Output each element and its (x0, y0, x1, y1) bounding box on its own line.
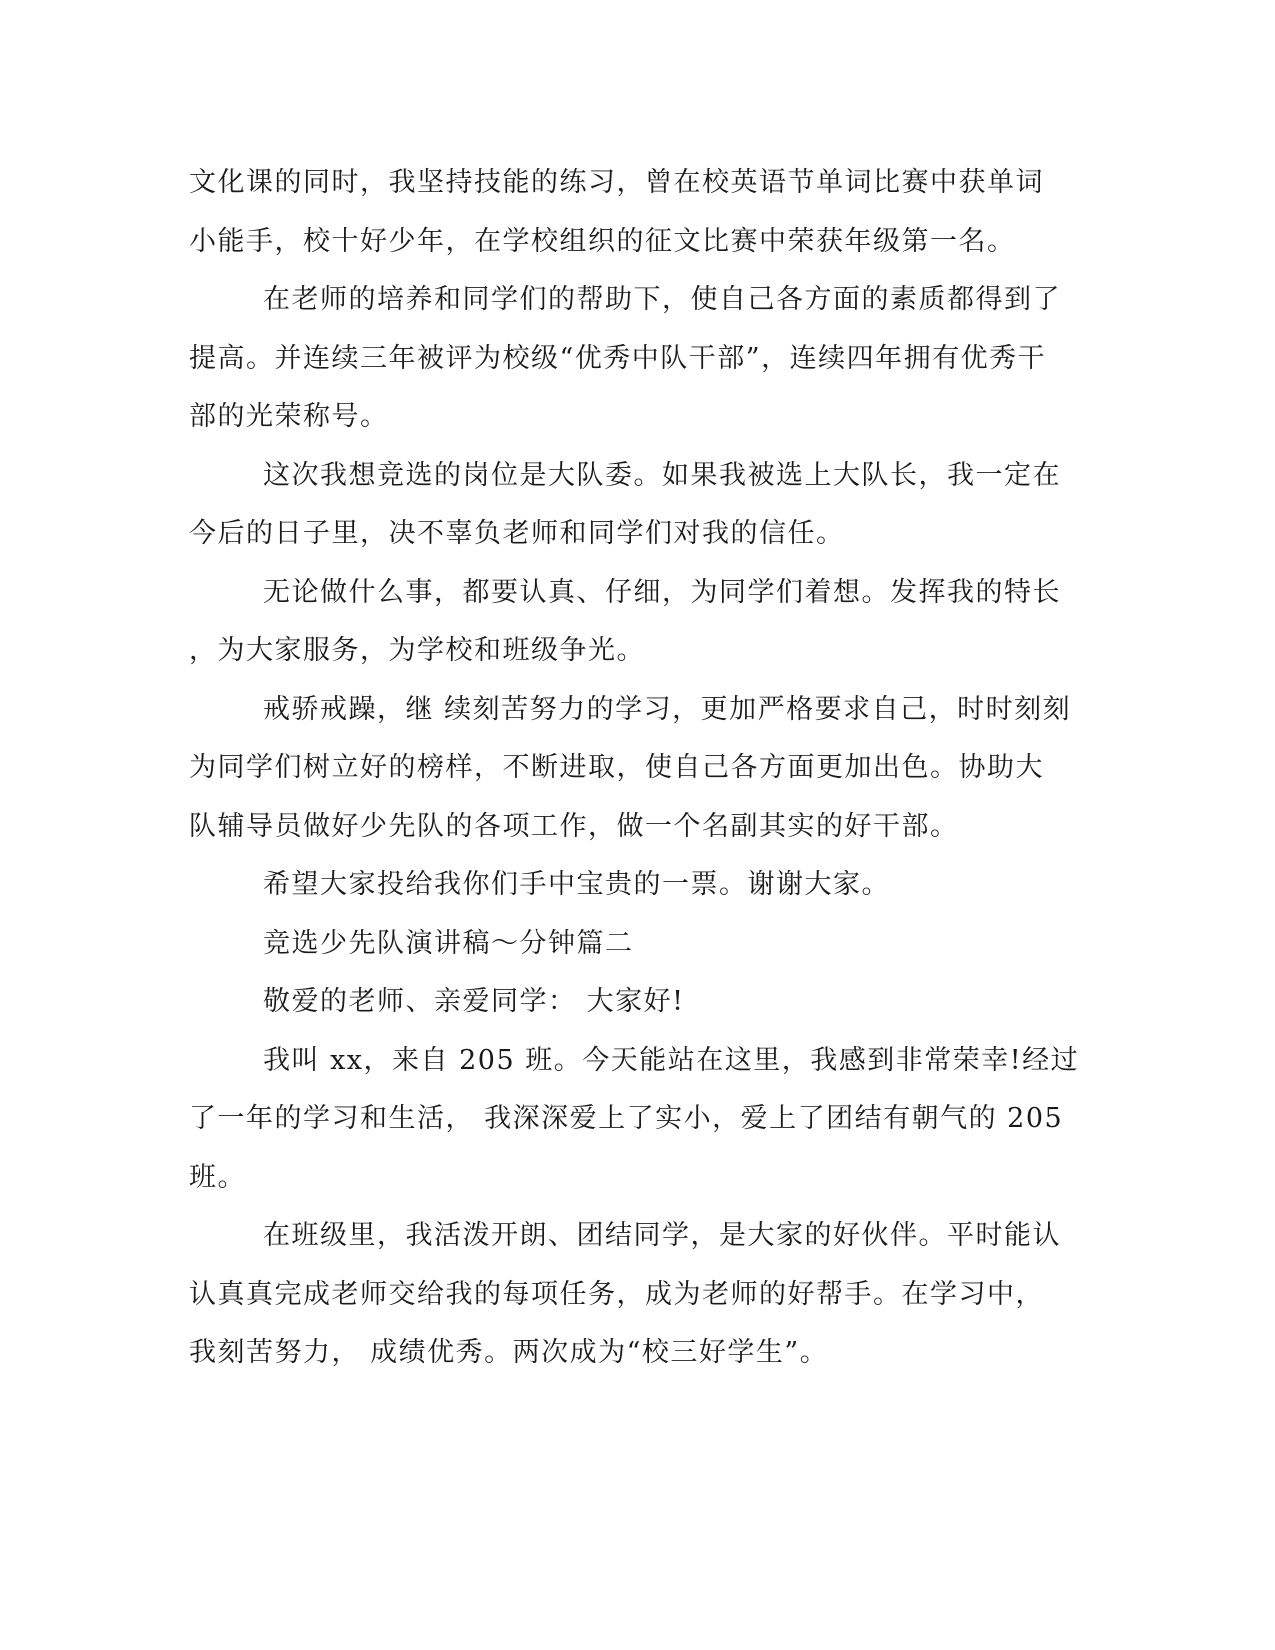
paragraph-start-line: 无论做什么事，都要认真、仔细，为同学们着想。发挥我的特长 (263, 577, 1061, 608)
text-line: 了一年的学习和生活， 我深深爱上了实小，爱上了团结有朝气的 205 (189, 1103, 1064, 1134)
text-line: 小能手，校十好少年，在学校组织的征文比赛中荣获年级第一名。 (189, 226, 1016, 257)
text-line: 我刻苦努力， 成绩优秀。两次成为“校三好学生”。 (189, 1337, 829, 1368)
text-line: 部的光荣称号。 (189, 401, 389, 432)
section-heading: 竞选少先队演讲稿～分钟篇二 (263, 928, 634, 959)
salutation: 敬爱的老师、亲爱同学： 大家好! (263, 986, 685, 1017)
paragraph-start-line: 戒骄戒躁，继 续刻苦努力的学习，更加严格要求自己，时时刻刻 (263, 694, 1072, 725)
paragraph-start-line: 我叫 xx，来自 205 班。今天能站在这里，我感到非常荣幸!经过 (263, 1045, 1080, 1076)
text-line: 提高。并连续三年被评为校级“优秀中队干部”，连续四年拥有优秀干 (189, 343, 1047, 374)
paragraph-start-line: 希望大家投给我你们手中宝贵的一票。谢谢大家。 (263, 869, 890, 900)
text-line: 班。 (189, 1162, 246, 1193)
paragraph-start-line: 在老师的培养和同学们的帮助下，使自己各方面的素质都得到了 (263, 284, 1061, 315)
text-line: 队辅导员做好少先队的各项工作，做一个名副其实的好干部。 (189, 811, 959, 842)
text-line: 认真真完成老师交给我的每项任务，成为老师的好帮手。在学习中， (189, 1279, 1044, 1310)
text-line: 文化课的同时，我坚持技能的练习，曾在校英语节单词比赛中获单词 (189, 167, 1044, 198)
text-line: 今后的日子里，决不辜负老师和同学们对我的信任。 (189, 518, 845, 549)
text-line: ，为大家服务，为学校和班级争光。 (189, 635, 645, 666)
text-line: 为同学们树立好的榜样，不断进取，使自己各方面更加出色。协助大 (189, 752, 1044, 783)
paragraph-start-line: 这次我想竞选的岗位是大队委。如果我被选上大队长，我一定在 (263, 460, 1061, 491)
paragraph-start-line: 在班级里，我活泼开朗、团结同学，是大家的好伙伴。平时能认 (263, 1220, 1061, 1251)
